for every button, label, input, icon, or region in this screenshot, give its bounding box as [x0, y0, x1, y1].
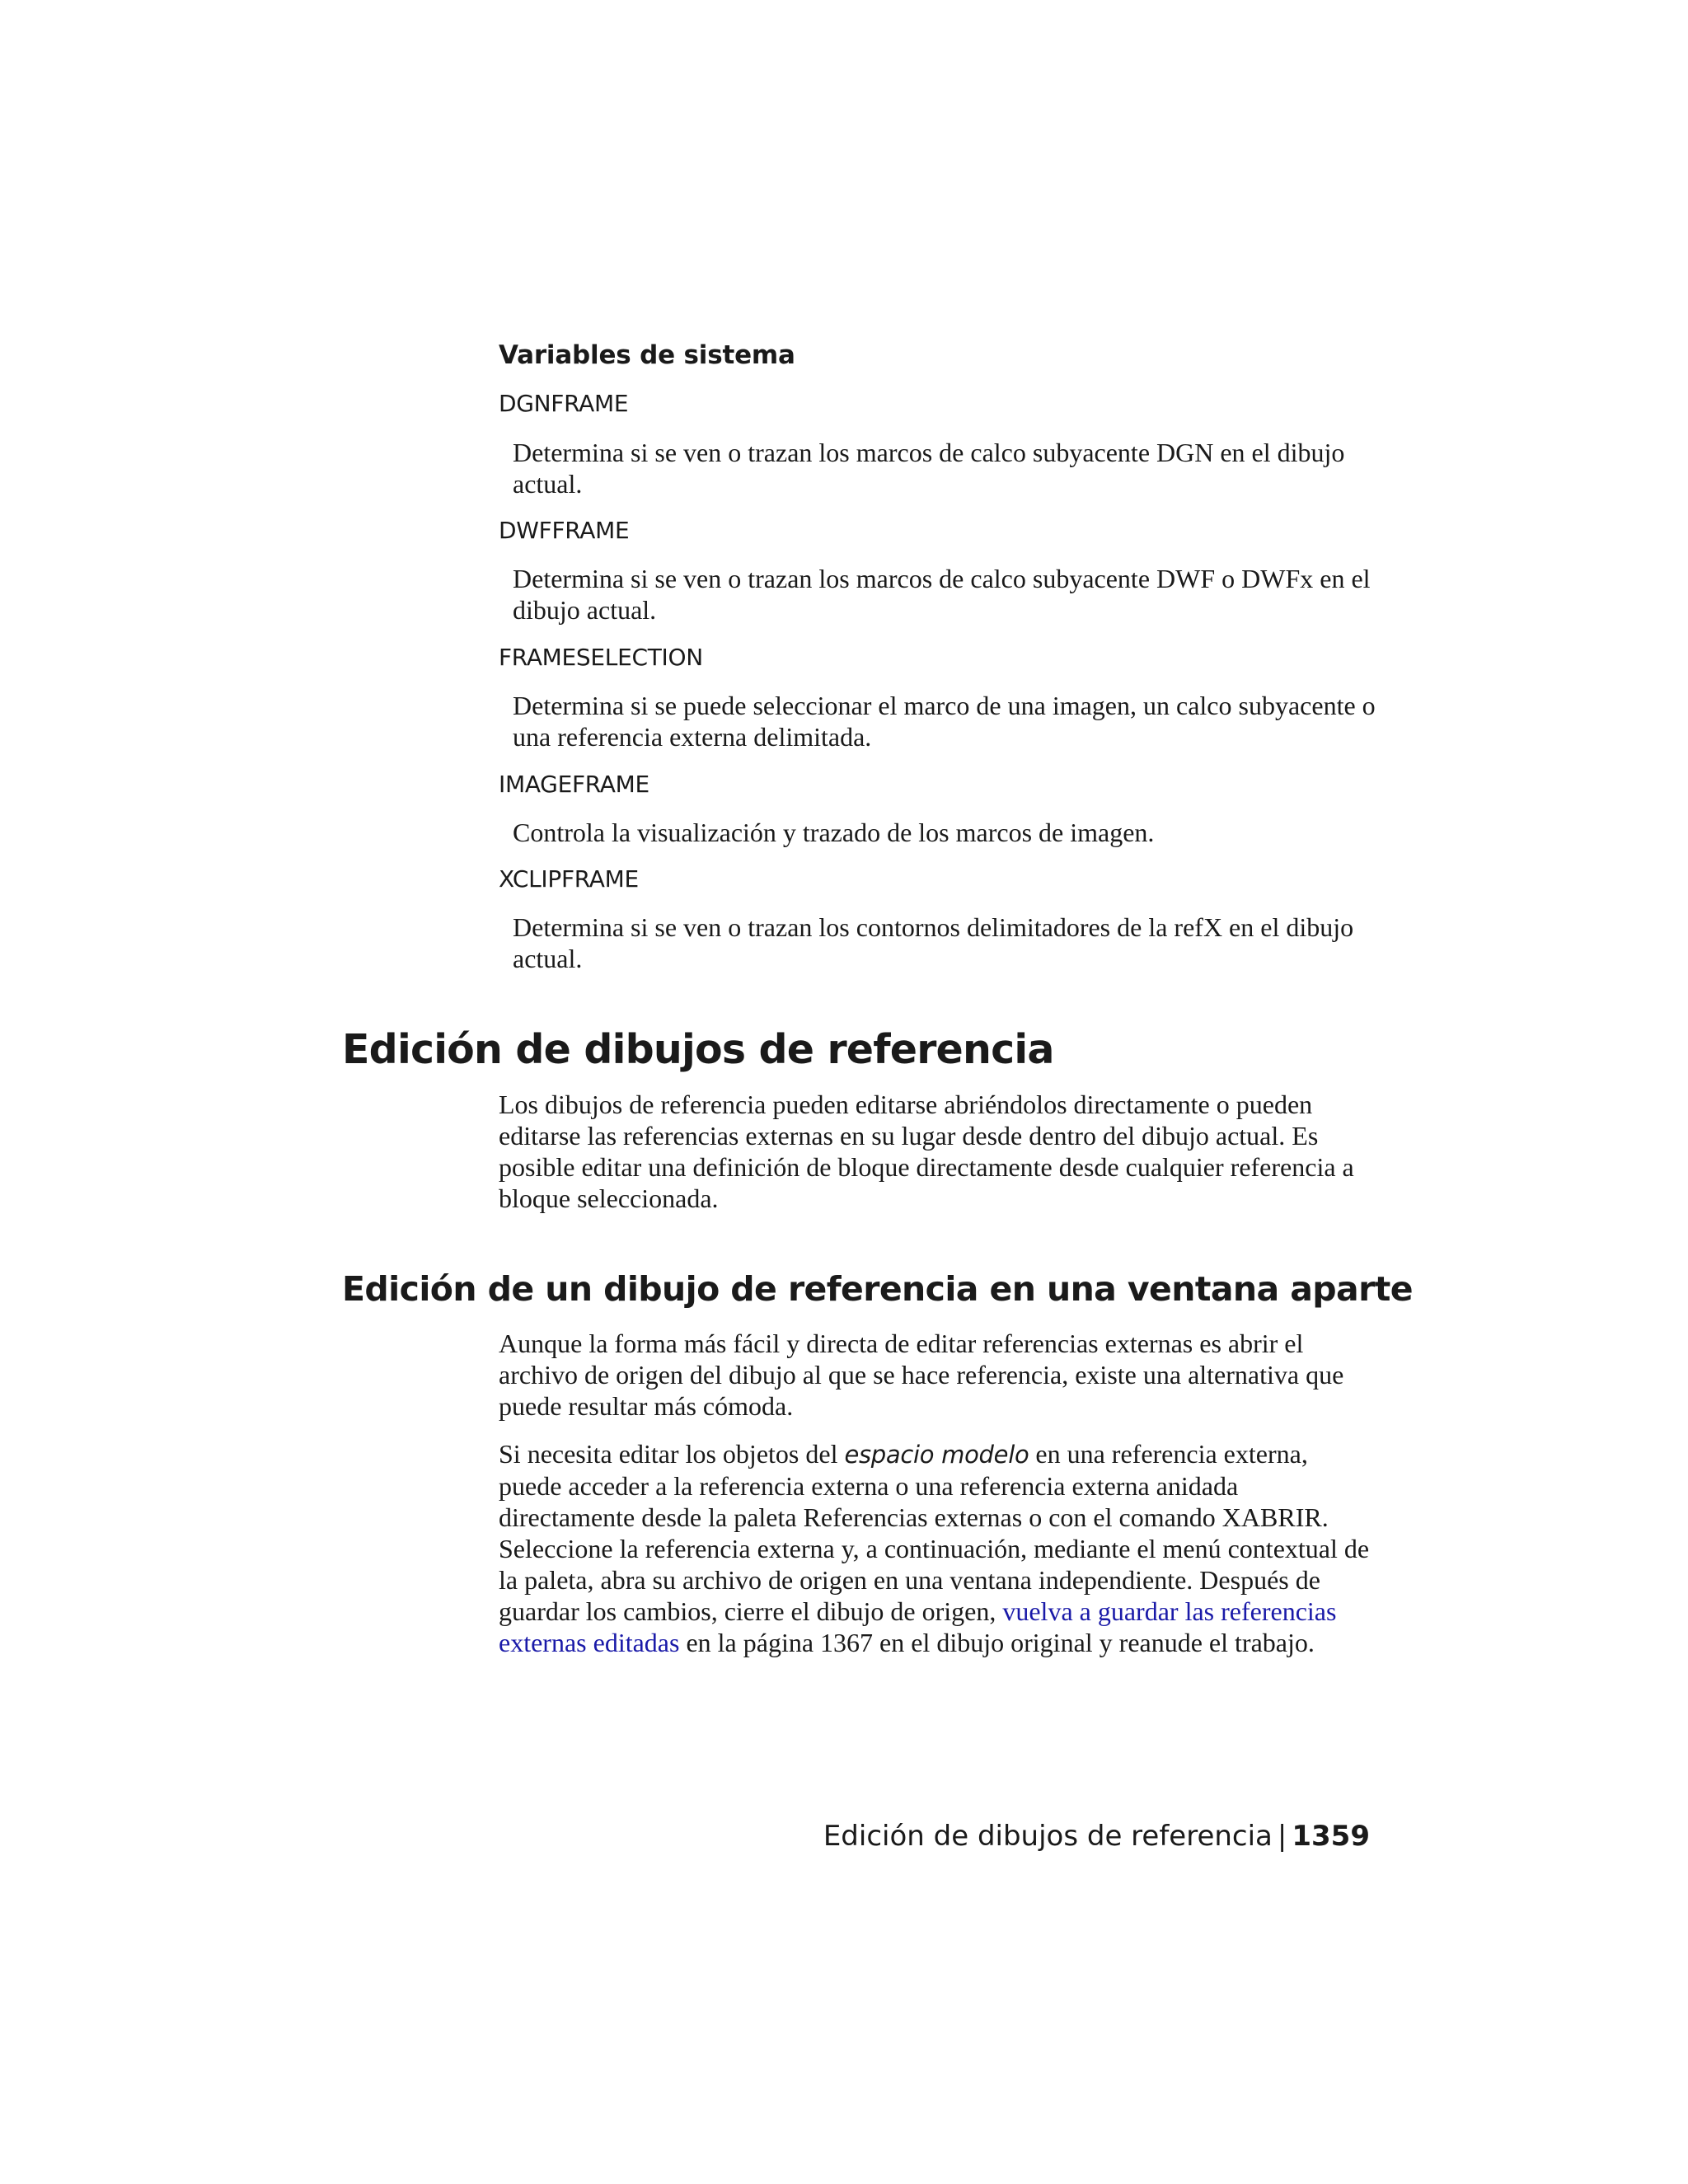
sysvar-desc-frameselection: Determina si se puede seleccionar el marco de una imagen, un calco subyacente o una referencia externa delimitada. [513, 691, 1376, 752]
term-espacio-modelo: espacio modelo [844, 1441, 1029, 1469]
link-save-edited-xrefs[interactable]: vuelva a guardar las referencias externas editadas [499, 1596, 1337, 1657]
sysvar-desc-imageframe: Controla la visualización y trazado de los marcos de imagen. [513, 818, 1155, 847]
sysvar-name-dgnframe: DGNFRAME [499, 390, 629, 417]
subsection-paragraph-1: Aunque la forma más fácil y directa de editar referencias externas es abrir el archivo de origen del dibujo al que se hace referencia, existe una alternativa que puede resultar más cómoda. [499, 1329, 1344, 1421]
paragraph-text-end: en la página 1367 en el dibujo original y reanude el trabajo. [679, 1628, 1315, 1657]
sysvar-name-frameselection: FRAMESELECTION [499, 644, 703, 671]
sysvar-desc-dwfframe: Determina si se ven o trazan los marcos de calco subyacente DWF o DWFx en el dibujo actual. [513, 564, 1371, 625]
sysvar-name-dwfframe: DWFFRAME [499, 517, 630, 544]
sysvar-name-imageframe: IMAGEFRAME [499, 771, 649, 798]
subsection-title: Edición de un dibujo de referencia en una ventana aparte [342, 1269, 1413, 1309]
page-footer [823, 1820, 1370, 1853]
sysvar-desc-xclipframe: Determina si se ven o trazan los contornos delimitadores de la refX en el dibujo actual. [513, 912, 1354, 973]
paragraph-text-middle: en una referencia externa, puede acceder a la referencia externa o una referencia externa anidada directamente desde la paleta Referencias externas o con el comando XABRIR. Seleccione la referencia externa y, a continuación, mediante el menú contextual de la paleta, abra su archivo de origen en una ventana independiente. Después de guardar los cambios, cierre el dibujo de origen, [499, 1439, 1370, 1626]
section-title: Edición de dibujos de referencia [342, 1026, 1054, 1073]
system-variables-heading: Variables de sistema [499, 340, 795, 370]
sysvar-name-xclipframe: XCLIPFRAME [499, 865, 639, 893]
footer-title: Edición de dibujos de referencia [823, 1820, 1273, 1853]
footer-separator: | [1277, 1820, 1287, 1853]
paragraph-text-start: Si necesita editar los objetos del [499, 1439, 845, 1469]
subsection-paragraph-2 [499, 1438, 1372, 1658]
sysvar-desc-dgnframe: Determina si se ven o trazan los marcos de calco subyacente DGN en el dibujo actual. [513, 438, 1345, 499]
page-number: 1359 [1292, 1820, 1370, 1853]
section-intro-paragraph: Los dibujos de referencia pueden editarse abriéndolos directamente o pueden editarse las referencias externas en su lugar desde dentro del dibujo actual. Es posible editar una definición de bloque directamente desde cualquier referencia a bloque seleccionada. [499, 1090, 1354, 1213]
